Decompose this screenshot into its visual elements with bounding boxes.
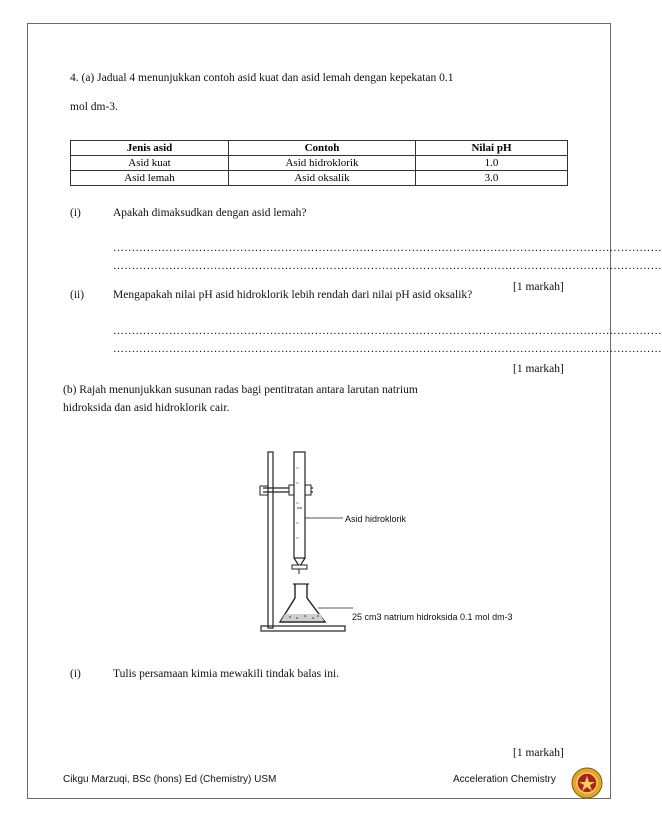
footer-author: Cikgu Marzuqi, BSc (hons) Ed (Chemistry) USM xyxy=(63,774,277,785)
part-b-text-line2: hidroksida dan asid hidroklorik cair. xyxy=(63,402,230,414)
table-cell: 3.0 xyxy=(416,171,568,186)
table-header-cell: Jenis asid xyxy=(71,141,229,156)
table-cell: 1.0 xyxy=(416,156,568,171)
diagram-label-burette: Asid hidroklorik xyxy=(345,514,407,524)
part-a-ii-text: Mengapakah nilai pH asid hidroklorik lebih rendah dari nilai pH asid oksalik? xyxy=(113,289,473,301)
marks-label: [1 markah] xyxy=(513,363,564,375)
answer-line[interactable]: ………………………………………………………………………………………………………………………………… xyxy=(113,260,662,272)
marks-label: [1 markah] xyxy=(513,747,564,759)
table-row xyxy=(71,156,568,171)
ph-table xyxy=(70,140,568,186)
table-cell: Asid kuat xyxy=(71,156,229,171)
table-cell: Asid lemah xyxy=(71,171,229,186)
table-cell: Asid oksalik xyxy=(229,171,416,186)
table-header-cell: Contoh xyxy=(229,141,416,156)
table-header-row xyxy=(71,141,568,156)
table-header-cell: Nilai pH xyxy=(416,141,568,156)
part-b-i-number: (i) xyxy=(70,668,81,680)
part-a-i-number: (i) xyxy=(70,207,81,219)
part-a-ii-number: (ii) xyxy=(70,289,85,301)
question-intro-line2: mol dm-3. xyxy=(70,101,118,113)
part-b-text-line1: (b) Rajah menunjukkan susunan radas bagi pentitratan antara larutan natrium xyxy=(63,384,418,396)
part-b-i-text: Tulis persamaan kimia mewakili tindak balas ini. xyxy=(113,668,340,680)
table-cell: Asid hidroklorik xyxy=(229,156,416,171)
table-row xyxy=(71,171,568,186)
answer-line[interactable]: ………………………………………………………………………………………………………………………………… xyxy=(113,242,662,254)
diagram-label-flask: 25 cm3 natrium hidroksida 0.1 mol dm-3 xyxy=(352,612,513,622)
answer-line[interactable]: ………………………………………………………………………………………………………………………………… xyxy=(113,325,662,337)
titration-apparatus-diagram xyxy=(255,448,365,638)
footer-title: Acceleration Chemistry xyxy=(453,774,556,785)
answer-line[interactable]: ………………………………………………………………………………………………………………………………… xyxy=(113,343,662,355)
part-a-i-text: Apakah dimaksudkan dengan asid lemah? xyxy=(113,207,307,219)
school-crest-icon xyxy=(571,767,603,799)
question-intro-line1: 4. (a) Jadual 4 menunjukkan contoh asid kuat dan asid lemah dengan kepekatan 0.1 xyxy=(70,72,454,84)
marks-label: [1 markah] xyxy=(513,281,564,293)
